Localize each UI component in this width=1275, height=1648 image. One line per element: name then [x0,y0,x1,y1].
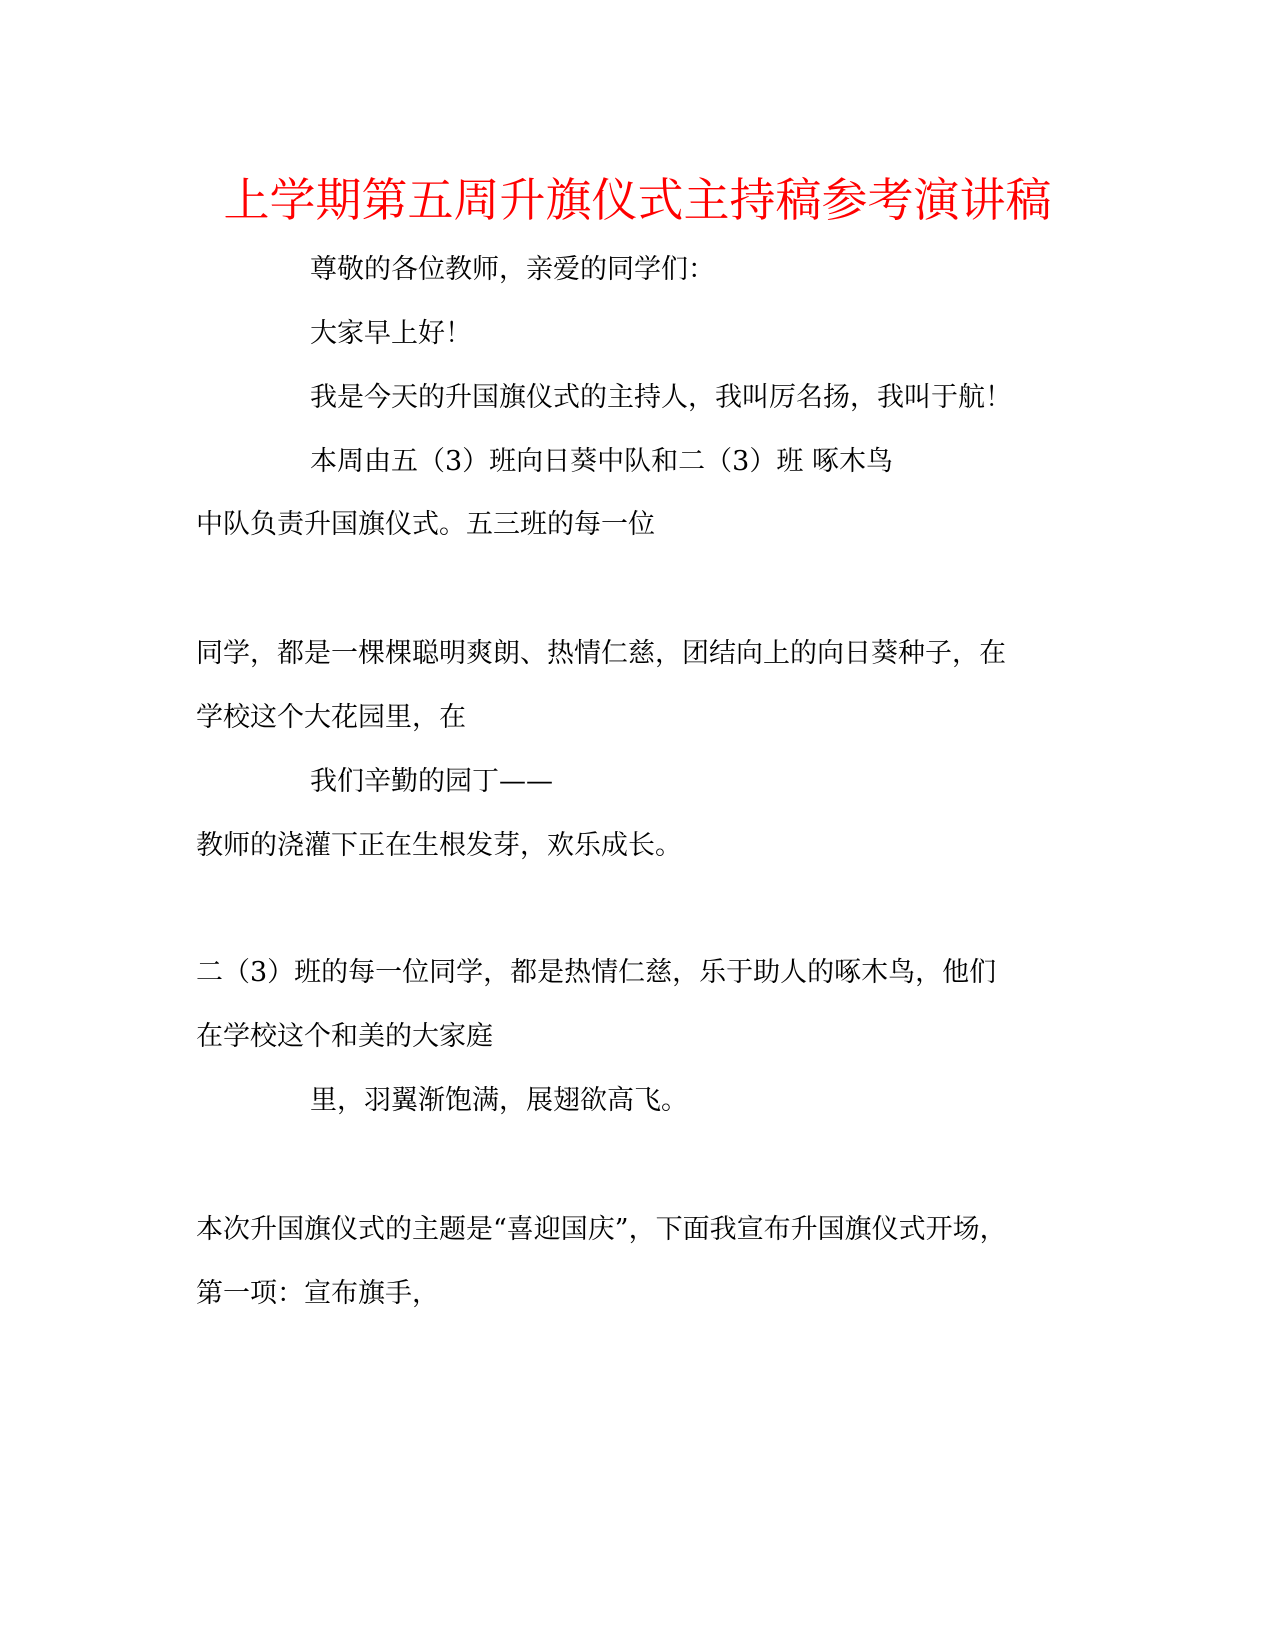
body-line: 二（3）班的每一位同学，都是热情仁慈，乐于助人的啄木鸟，他们 [196,957,997,988]
body-line: 大家早上好！ [310,318,472,349]
body-line: 里，羽翼渐饱满，展翅欲高飞。 [310,1085,688,1116]
body-line: 本周由五（3）班向日葵中队和二（3）班 啄木鸟 [310,446,893,477]
body-line: 第一项：宣布旗手， [196,1278,439,1309]
body-line: 学校这个大花园里，在 [196,702,466,733]
body-line: 我是今天的升国旗仪式的主持人，我叫厉名扬，我叫于航！ [310,382,1012,413]
body-line: 中队负责升国旗仪式。五三班的每一位 [196,509,655,540]
body-line: 本次升国旗仪式的主题是“喜迎国庆”，下面我宣布升国旗仪式开场， [196,1214,1007,1245]
body-line: 同学，都是一棵棵聪明爽朗、热情仁慈，团结向上的向日葵种子，在 [196,638,1006,669]
body-line: 在学校这个和美的大家庭 [196,1021,493,1052]
body-line: 尊敬的各位教师，亲爱的同学们： [310,254,715,285]
body-line: 我们辛勤的园丁—— [310,766,553,797]
body-line: 教师的浇灌下正在生根发芽，欢乐成长。 [196,830,682,861]
document-title: 上学期第五周升旗仪式主持稿参考演讲稿 [223,173,1052,227]
